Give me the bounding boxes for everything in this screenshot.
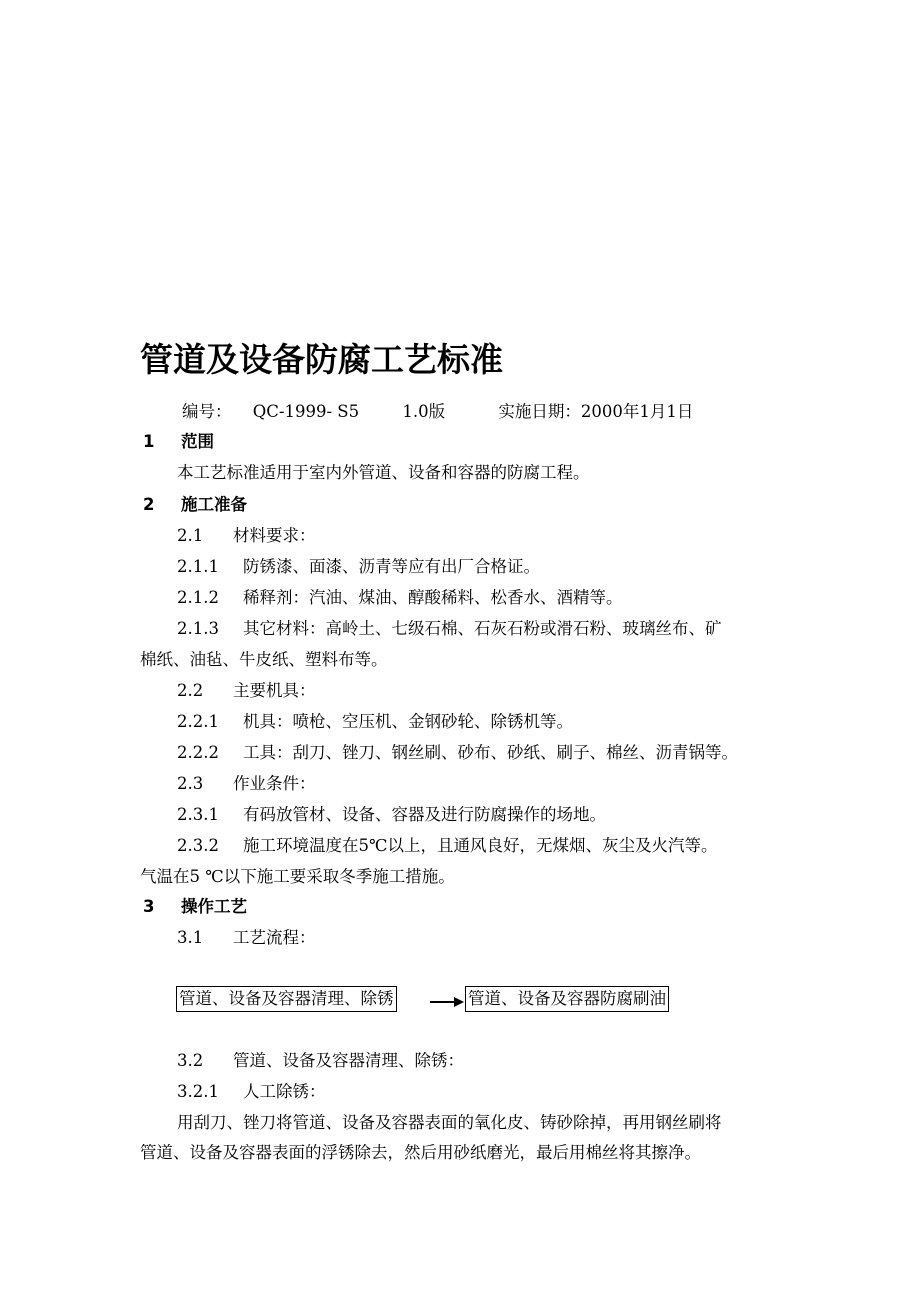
section-2-heading: 2 施工准备 [143,495,247,514]
section-1-heading: 1 范围 [143,432,214,451]
section-3-heading: 3 操作工艺 [143,897,247,916]
item-2-3-2-cont: 气温在5 ℃以下施工要采取冬季施工措施。 [140,867,455,886]
paragraph-3-2-1: 用刮刀、锉刀将管道、设备及容器表面的氧化皮、铸砂除掉，再用钢丝刷将 [177,1113,722,1132]
item-2-1-3: 2.1.3 其它材料：高岭土、七级石棉、石灰石粉或滑石粉、玻璃丝布、矿 [177,619,722,638]
item-3-2-1: 3.2.1 人工除锈： [177,1082,326,1101]
item-2-2: 2.2 主要机具： [177,681,316,700]
flow-step-2: 管道、设备及容器防腐刷油 [465,986,669,1012]
flow-step-1: 管道、设备及容器清理、除锈 [176,986,397,1012]
item-3-2: 3.2 管道、设备及容器清理、除锈： [177,1051,464,1070]
item-2-2-1: 2.2.1 机具：喷枪、空压机、金钢砂轮、除锈机等。 [177,712,573,731]
version: 1.0版 [402,402,446,421]
code-label: 编号： [182,402,232,421]
paragraph-3-2-1-cont: 管道、设备及容器表面的浮锈除去，然后用砂纸磨光，最后用棉丝将其擦净。 [140,1143,701,1162]
document-title: 管道及设备防腐工艺标准 [140,340,503,379]
item-2-1: 2.1 材料要求： [177,526,316,545]
item-2-3: 2.3 作业条件： [177,774,316,793]
item-2-3-2: 2.3.2 施工环境温度在5℃以上，且通风良好，无煤烟、灰尘及火汽等。 [177,836,718,855]
item-2-1-2: 2.1.2 稀释剂：汽油、煤油、醇酸稀料、松香水、酒精等。 [177,588,623,607]
arrow-right-icon [430,996,464,1008]
document-meta [182,402,693,422]
section-1-text: 本工艺标准适用于室内外管道、设备和容器的防腐工程。 [177,463,590,482]
item-2-1-1: 2.1.1 防锈漆、面漆、沥青等应有出厂合格证。 [177,557,540,576]
date-label: 实施日期： [498,402,581,421]
code-value: QC-1999- S5 [252,402,360,421]
date-value: 2000年1月1日 [580,402,694,421]
item-2-1-3-cont: 棉纸、油毡、牛皮纸、塑料布等。 [140,650,388,669]
item-2-2-2: 2.2.2 工具：刮刀、锉刀、钢丝刷、砂布、砂纸、刷子、棉丝、沥青锅等。 [177,743,738,762]
item-2-3-1: 2.3.1 有码放管材、设备、容器及进行防腐操作的场地。 [177,805,606,824]
item-3-1: 3.1 工艺流程： [177,928,316,947]
